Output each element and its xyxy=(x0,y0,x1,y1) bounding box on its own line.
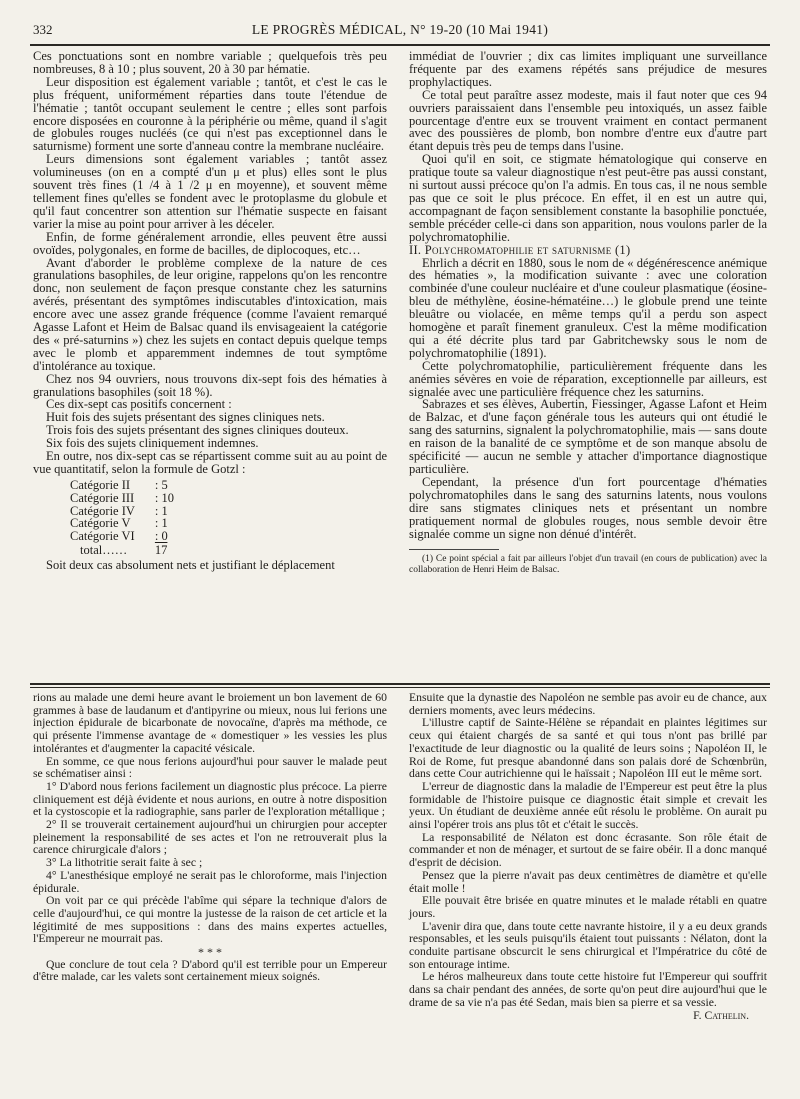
category-value: : 5 xyxy=(154,477,168,492)
total-value: 17 xyxy=(154,542,168,557)
paragraph: Chez nos 94 ouvriers, nous trouvons dix-sept fois des hématies à granulations basophiles (soit 18 %). xyxy=(33,371,387,399)
top-right-column xyxy=(409,50,767,576)
paragraph: 1° D'abord nous ferions facilement un diagnostic plus précoce. La pierre cliniquement est déjà évidente et nous aurions, en outre à notre disposition et la cystoscopie et la radiographie, sans parler de l'exploration métallique ; xyxy=(33,779,387,819)
paragraph: Soit deux cas absolument nets et justifiant le déplacement xyxy=(46,557,335,572)
paragraph: Trois fois des sujets présentant des signes cliniques douteux. xyxy=(46,423,349,438)
category-label: Catégorie IV xyxy=(70,503,135,518)
paragraph: L'avenir dira que, dans toute cette navrante histoire, il y a eu deux grands responsables, et les seuls puisqu'ils étaient tout puissants : Nélaton, dont la conduite partisane obscurcit le sens chirurgical et l'Impératrice du côté de son entourage intime. xyxy=(409,919,767,971)
paragraph: L'erreur de diagnostic dans la maladie de l'Empereur est peut être la plus formidable de l'histoire puisque ce diagnostic était simple et crevait les yeux. Un étudiant de deuxième année eût résolu le problème. On aurait pu ainsi l'opérer trois ans plus tôt et c'était le succès. xyxy=(409,779,767,832)
paragraph: immédiat de l'ouvrier ; dix cas limites impliquant une surveillance fréquente par des examens répétés sans préjudice de mesures prophylactiques. xyxy=(409,49,767,89)
paragraph: Avant d'aborder le problème complexe de la nature de ces granulations basophiles, de leur origine, rappelons qu'on les rencontre donc, non seulement de façon presque constante chez les saturnins avérés, présentant des symptômes indiscutables d'intoxication, mais encore avec une assez grande fréquence (comme l'avaient remarqué Agasse Lafont et Heim de Balsac quand ils envisageaient la catégorie des « pré-saturnins ») chez les sujets en contact depuis quelque temps avec le plomb et apparemment indemnes de tout symptôme d'intolérance au toxique. xyxy=(33,255,387,373)
paragraph: Que conclure de tout cela ? D'abord qu'il est terrible pour un Empereur d'être malade, car les valets sont certainement mieux soignés. xyxy=(33,957,387,984)
footnote-rule xyxy=(409,549,499,550)
paragraph: Sabrazes et ses élèves, Aubertin, Fiessinger, Agasse Lafont et Heim de Balzac, et d'une façon générale tous les auteurs qui ont étudié le sang des saturnins, signalent la polychromatophilie, mais — sans doute en raison de la banalité de ce symptôme et de son manque absolu de spécificité — aucun ne semble y attacher d'importance diagnostique particulière. xyxy=(409,397,767,476)
total-row xyxy=(70,543,174,557)
paragraph: Ce total peut paraître assez modeste, mais il faut noter que ces 94 ouvriers paraissaient dans l'ensemble peu intoxiqués, un assez faible pourcentage d'entre eux se trouvent vraiment en contact permanent avec des poussières de plomb, bon nombre d'entre eux d'autre part étant depuis très peu de temps dans l'usine. xyxy=(409,87,767,154)
category-value: : 10 xyxy=(154,490,175,505)
paragraph: Le héros malheureux dans toute cette histoire fut l'Empereur qui souffrit dans sa chair pendant des années, de sorte qu'on peut dire aujourd'hui que le drame de sa vie n'a pas été Sedan, mais bien sa pierre et sa vessie. xyxy=(409,970,767,1009)
paragraph: Leurs dimensions sont également variables ; tantôt assez volumineuses (on en a compté d'un μ et plus) elles sont le plus souvent très fines (1 /4 à 1 /2 μ en moyenne), et souvent même tellement fines qu'elles se fondent avec le protoplasme du globule et qu'il faut concentrer son attention sur l'hématie suspecte en faisant varier la mise au point pour arriver à les déceler. xyxy=(33,152,387,231)
section-heading: II. Polychromatophilie et saturnisme (1) xyxy=(409,242,631,257)
paragraph: La responsabilité de Nélaton est donc écrasante. Son rôle était de commander et non de ménager, et surtout de se faire obéir. Il a donc manqué d'esprit de décision. xyxy=(409,830,767,870)
paragraph: Ehrlich a décrit en 1880, sous le nom de « dégénérescence anémique des hématies », la modification suivante : avec une coloration combinée d'une couleur nucléaire et d'une couleur plasmatique (éosine-bleu de méthylène, éosine-hématéine…) le globule prend une teinte bleuâtre ou violacée, en même temps qu'il a perdu son aspect homogène et paraît finement granuleux. C'est la même modification qui a été décrite plus tard par Gabritchewsky sous le nom de polychromatophilie (1891). xyxy=(409,255,767,360)
paragraph: On voit par ce qui précède l'abîme qui sépare la technique d'alors de celle d'aujourd'hui, ce qui montre la justesse de la raison de cet article et la légitimité de mes suppositions : dans des mains expertes actuelles, l'Empereur ne mourrait pas. xyxy=(33,894,387,946)
paragraph: 4° L'anesthésique employé ne serait pas le chloroforme, mais l'injection épidurale. xyxy=(33,868,387,895)
paragraph: Leur disposition est également variable ; tantôt, et c'est le cas le plus fréquent, uniformément réparties dans toute l'étendue de l'hématie ; tantôt occupant seulement le centre ; elles sont parfois encore disposées en couronne à la périphérie ou même, quand il s'agit de globules rouges nucléés (ce qui n'est pas exceptionnel dans le saturnisme) forment une sorte d'anneau contre la membrane nucléaire. xyxy=(33,74,387,154)
table-row xyxy=(70,492,174,505)
paragraph: Ensuite que la dynastie des Napoléon ne semble pas avoir eu de chance, aux derniers moments, avec leurs médecins. xyxy=(409,691,767,717)
category-value: : 1 xyxy=(154,503,168,518)
paragraph: rions au malade une demi heure avant le broiement un bon lavement de 60 grammes à base de laudanum et d'antipyrine ou mieux, nous lui ferions une injection épidurale de bicarbonate de novocaïne, d'après ma méthode, ce qui présente l'immense avantage de « domestiquer » les vessies les plus intolérantes et d'augmenter la capacité vésicale. xyxy=(33,691,387,755)
footnote: (1) Ce point spécial a fait par ailleurs l'objet d'un travail (en cours de publication) avec la collaboration de Henri Heim de Balsac. xyxy=(409,554,767,576)
paragraph: En outre, nos dix-sept cas se répartissent comme suit au au point de vue quantitatif, selon la formule de Gotzl : xyxy=(33,449,387,476)
paragraph: Ces dix-sept cas positifs concernent : xyxy=(46,397,232,412)
paragraph: Enfin, de forme généralement arrondie, elles peuvent être aussi ovoïdes, polygonales, en forme de bacilles, de diplocoques, etc… xyxy=(33,229,387,257)
paragraph: Elle pouvait être brisée en quatre minutes et le malade rétabli en quatre jours. xyxy=(409,894,767,920)
page-number: 332 xyxy=(33,22,53,37)
paragraph: Ces ponctuations sont en nombre variable ; quelquefois très peu nombreuses, 8 à 10 ; plus souvent, 20 à 30 par hématie. xyxy=(33,49,387,76)
section-divider xyxy=(30,683,770,685)
table-row xyxy=(70,530,174,543)
category-label: Catégorie VI xyxy=(70,529,135,544)
paragraph: 3° La lithotritie serait faite à sec ; xyxy=(46,856,203,870)
bottom-right-column xyxy=(409,692,767,1022)
category-value: : 0 xyxy=(154,529,168,544)
paragraph: 2° Il se trouverait certainement aujourd'hui un chirurgien pour accepter pleinement la responsabilité de ses actes et l'on ne retrouverait plus la carence chirurgicale d'alors ; xyxy=(33,818,387,857)
category-table xyxy=(70,479,174,557)
page-header xyxy=(33,22,767,42)
bottom-left-column xyxy=(33,692,387,984)
category-value: : 1 xyxy=(154,516,168,531)
paragraph: En somme, ce que nous ferions aujourd'hui pour sauver le malade peut se schématiser ainsi : xyxy=(33,754,387,781)
header-rule xyxy=(30,44,770,46)
paragraph: L'illustre captif de Sainte-Hélène se répandait en plaintes légitimes sur ceux qui étaient chargés de sa santé et qui tous n'ont pas brillé par l'exactitude de leur diagnostic ou la qualité de leurs soins ; Napoléon II, le Roi de Rome, fut presque abandonné dans son palais doré de Schœnbrün, dans cette Cour autrichienne qui le haïssait ; Napoléon III eut le même sort. xyxy=(409,716,767,781)
paragraph: Six fois des sujets cliniquement indemnes. xyxy=(46,436,259,451)
total-label: total…… xyxy=(80,542,128,557)
journal-title: LE PROGRÈS MÉDICAL, N° 19-20 (10 Mai 1941) xyxy=(251,22,549,37)
asterism: * * * xyxy=(198,945,222,960)
top-left-column xyxy=(33,50,387,572)
paragraph: Huit fois des sujets présentant des signes cliniques nets. xyxy=(46,410,325,425)
table-row xyxy=(70,479,174,492)
paragraph: Quoi qu'il en soit, ce stigmate hématologique qui conserve en pratique toute sa valeur diagnostique n'est peut-être pas aussi constant, ni surtout aussi précoce qu'on l'a admis. En tous cas, il ne nous semble pas que ce soit le plus précoce. En effet, il en est un autre qui, accompagnant de façon sensiblement constante la basophilie ponctuée, semble précéder celle-ci dans son apparition, nous voulons parler de la polychromatophilie. xyxy=(409,152,767,244)
category-label: Catégorie V xyxy=(70,516,131,531)
section-divider-thin xyxy=(30,687,770,688)
paragraph: Pensez que la pierre n'avait pas deux centimètres de diamètre et qu'elle était molle ! xyxy=(409,868,767,895)
author-signature: F. Cathelin. xyxy=(693,1008,749,1022)
category-label: Catégorie III xyxy=(70,490,135,505)
paragraph: Cependant, la présence d'un fort pourcentage d'hématies polychromatophiles dans le sang des saturnins latents, nous voulons dire sans stigmates cliniques nets et présentant un nombre pratiquement normal de globules rouges, nous semble devoir être signalée comme un signe non dénué d'intérêt. xyxy=(409,474,767,541)
paragraph: Cette polychromatophilie, particulièrement fréquente dans les anémies sévères en voie de réparation, exceptionnelle par ailleurs, est signalée avec une particulière fréquence chez les saturnins. xyxy=(409,358,767,399)
category-label: Catégorie II xyxy=(70,477,131,492)
